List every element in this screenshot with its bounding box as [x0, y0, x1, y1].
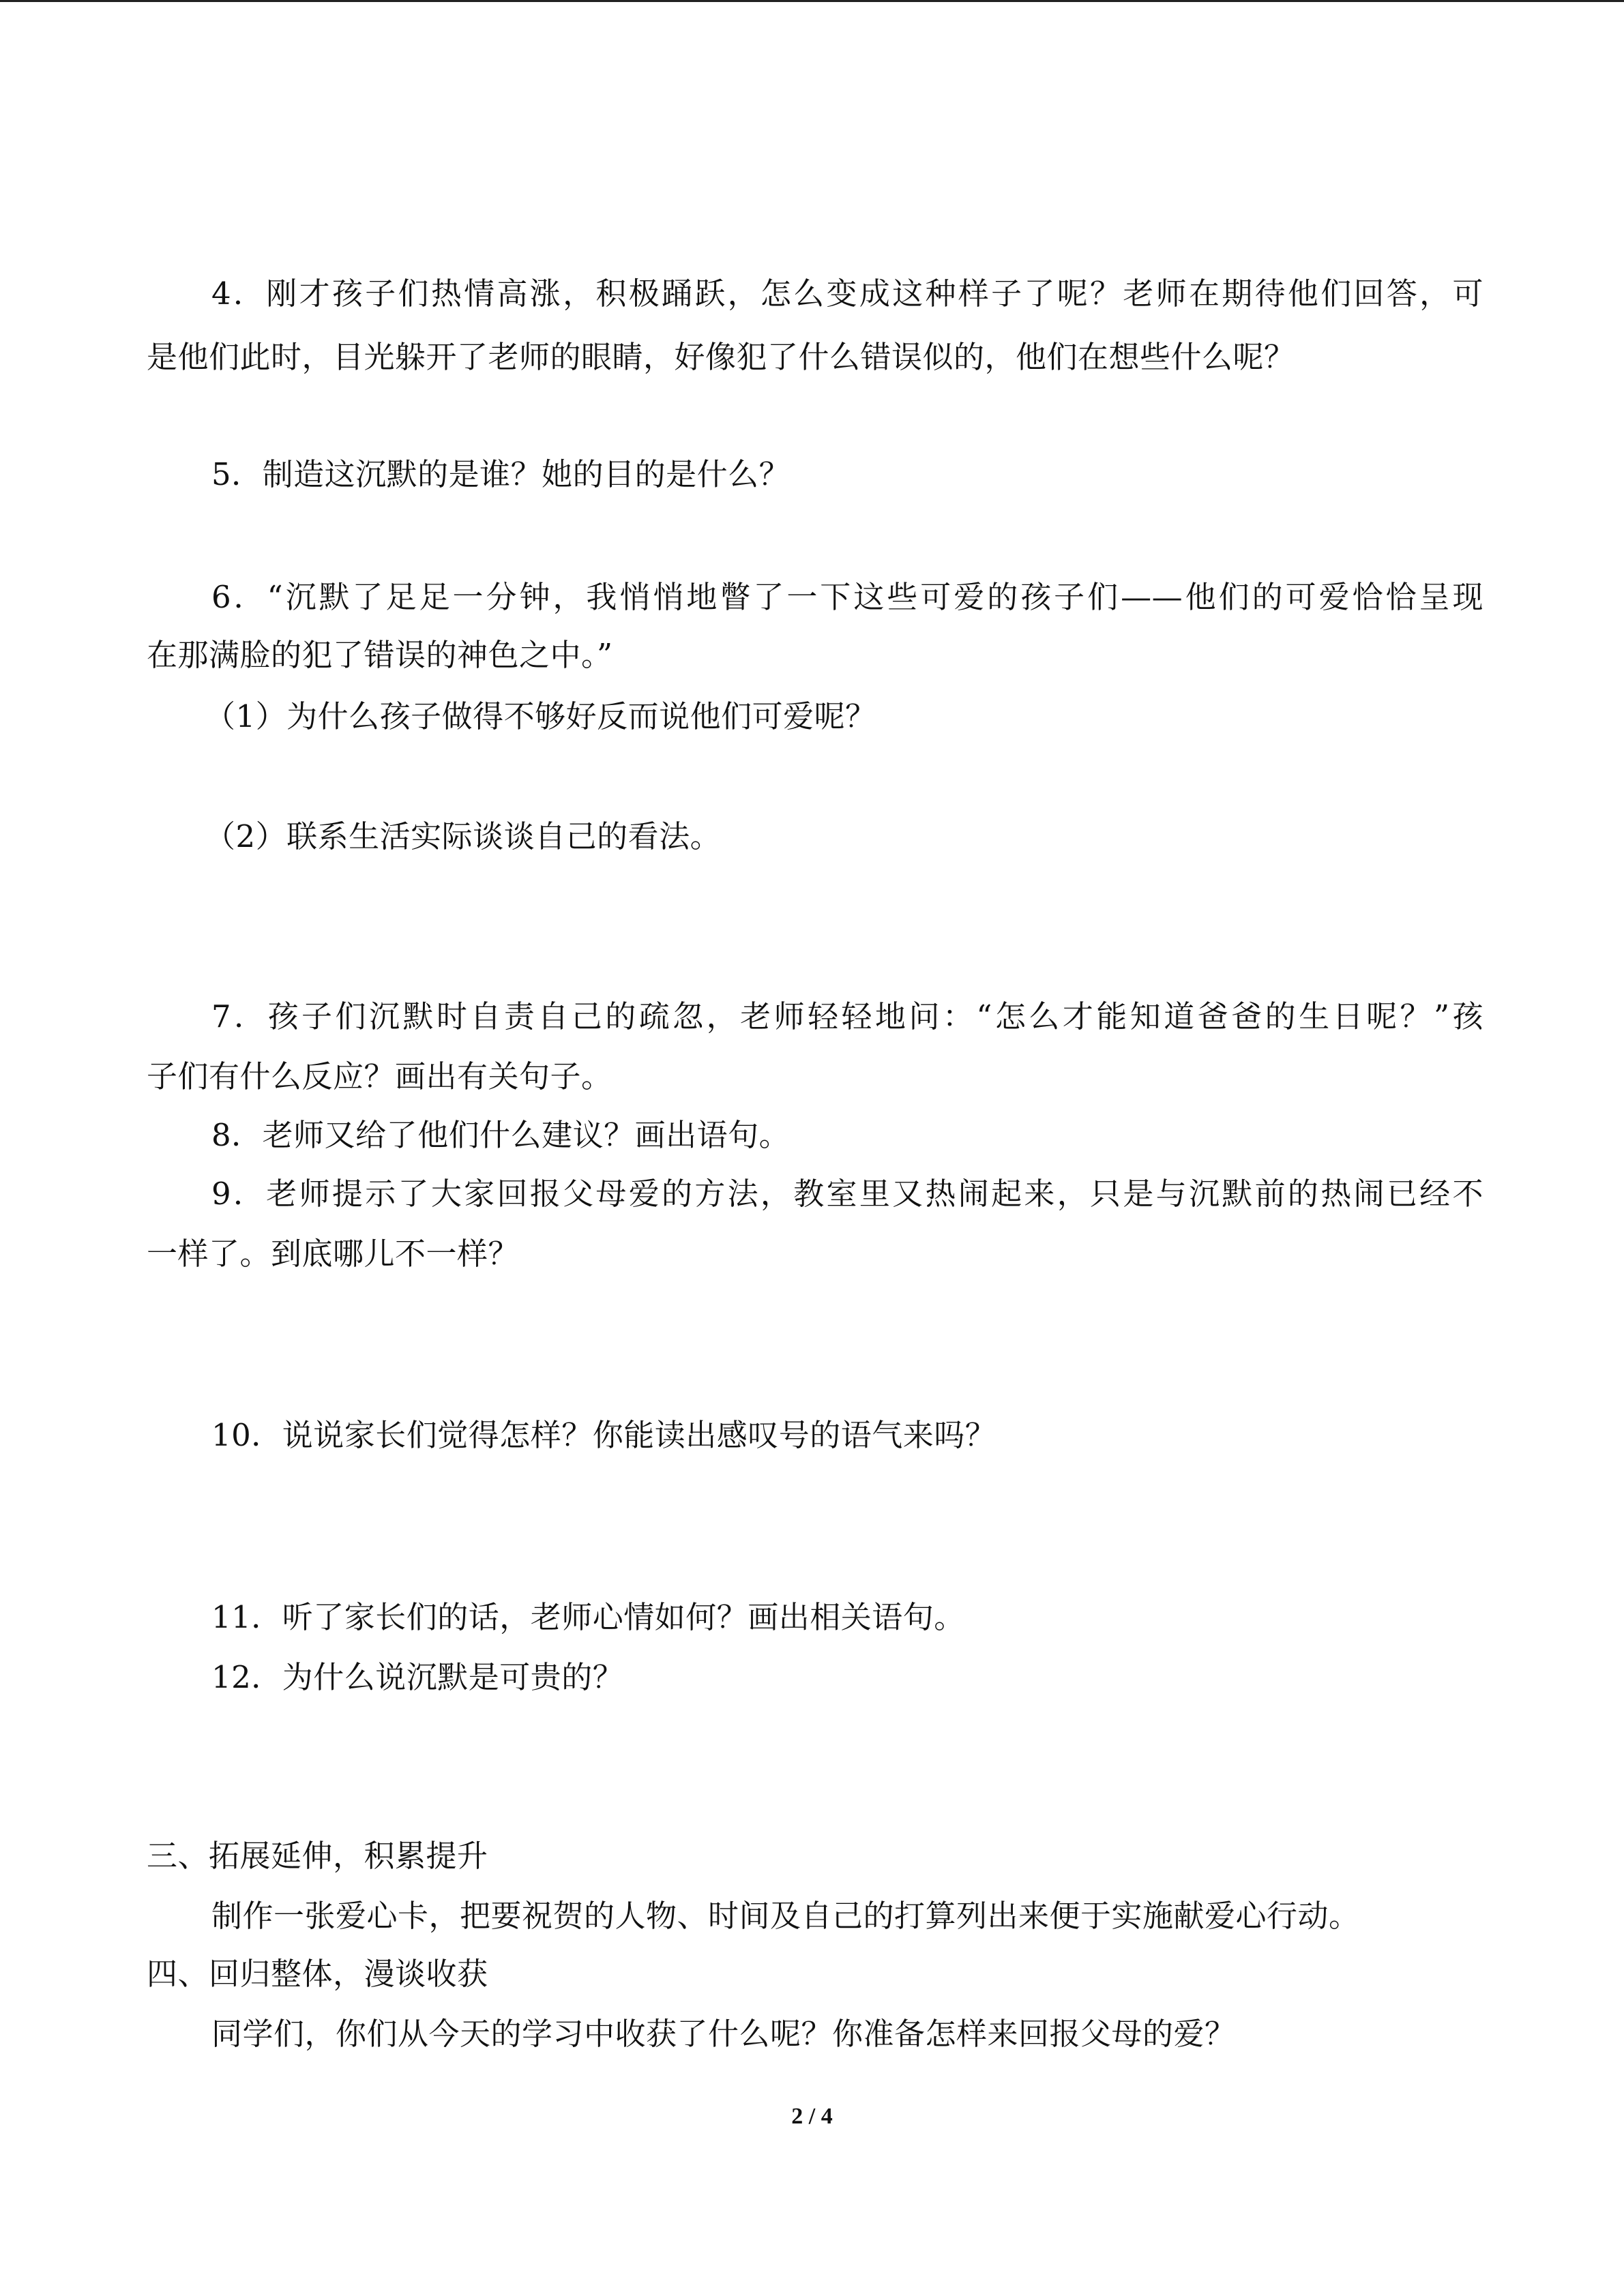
question-11: 11．听了家长们的话，老师心情如何？画出相关语句。 — [211, 1599, 965, 1635]
question-4-line-1: 4．刚才孩子们热情高涨，积极踊跃，怎么变成这种样子了呢？老师在期待他们回答，可 — [211, 275, 1483, 312]
question-9-line-1: 9．老师提示了大家回报父母爱的方法，教室里又热闹起来，只是与沉默前的热闹已经不 — [211, 1176, 1483, 1212]
question-4-line-2: 是他们此时，目光躲开了老师的眼睛，好像犯了什么错误似的，他们在想些什么呢？ — [147, 339, 1295, 375]
question-6-sub-2: （2）联系生活实际谈谈自己的看法。 — [205, 818, 722, 854]
page-number: 2 / 4 — [791, 2104, 833, 2129]
section-4-heading: 四、回归整体，漫谈收获 — [147, 1956, 488, 1992]
question-9-line-2: 一样了。到底哪儿不一样？ — [147, 1236, 520, 1272]
question-10: 10．说说家长们觉得怎样？你能读出感叹号的语气来吗？ — [211, 1417, 996, 1453]
section-4-body: 同学们，你们从今天的学习中收获了什么呢？你准备怎样来回报父母的爱？ — [211, 2016, 1236, 2052]
section-3-body: 制作一张爱心卡，把要祝贺的人物、时间及自己的打算列出来便于实施献爱心行动。 — [211, 1898, 1360, 1934]
question-6-line-2: 在那满脸的犯了错误的神色之中。” — [147, 637, 613, 673]
question-6-line-1: 6．“沉默了足足一分钟，我悄悄地瞥了一下这些可爱的孩子们——他们的可爱恰恰呈现 — [211, 579, 1483, 615]
question-5: 5．制造这沉默的是谁？她的目的是什么？ — [211, 456, 791, 492]
question-7-line-2: 子们有什么反应？画出有关句子。 — [147, 1058, 612, 1094]
question-7-line-1: 7．孩子们沉默时自责自己的疏忽，老师轻轻地问：“怎么才能知道爸爸的生日呢？”孩 — [211, 998, 1483, 1034]
question-6-sub-1: （1）为什么孩子做得不够好反而说他们可爱呢？ — [205, 698, 876, 734]
section-3-heading: 三、拓展延伸，积累提升 — [147, 1838, 488, 1874]
question-12: 12．为什么说沉默是可贵的？ — [211, 1659, 624, 1695]
top-border — [0, 0, 1624, 2]
question-8: 8．老师又给了他们什么建议？画出语句。 — [211, 1117, 791, 1153]
